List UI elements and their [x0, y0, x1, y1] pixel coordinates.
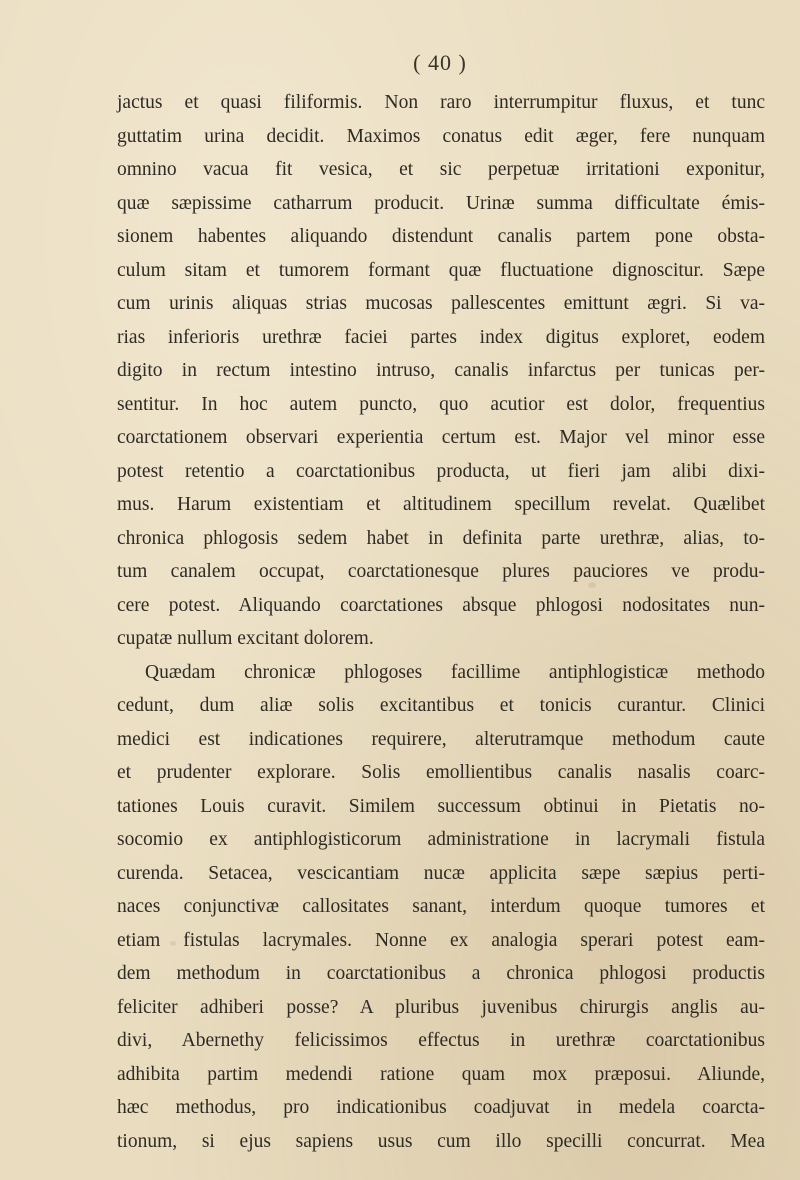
- text-line: curenda. Setacea, vescicantiam nucæ applicita sæpe sæpius perti-: [117, 862, 765, 884]
- text-line: naces conjunctivæ callositates sanant, interdum quoque tumores et: [117, 896, 765, 917]
- text-line: medici est indicationes requirere, alterutramque methodum caute: [117, 728, 765, 750]
- text-line: cum urinis aliquas strias mucosas pallescentes emittunt ægri. Si va-: [117, 293, 765, 314]
- text-line: cedunt, dum aliæ solis excitantibus et tonicis curantur. Clinici: [117, 695, 765, 716]
- text-line: sionem habentes aliquando distendunt canalis partem pone obsta-: [117, 226, 765, 247]
- paragraph-end-line: cupatæ nullum excitant dolorem.: [117, 628, 374, 649]
- text-line: tum canalem occupat, coarctationesque plures pauciores ve produ-: [117, 561, 765, 582]
- text-line: et prudenter explorare. Solis emollientibus canalis nasalis coarc-: [117, 762, 765, 783]
- text-line: jactus et quasi filiformis. Non raro interrumpitur fluxus, et tunc: [117, 92, 765, 113]
- text-line: etiam fistulas lacrymales. Nonne ex analogia sperari potest eam-: [117, 929, 765, 951]
- text-line: mus. Harum existentiam et altitudinem specillum revelat. Quælibet: [117, 494, 765, 515]
- text-line: feliciter adhiberi posse? A pluribus juvenibus chirurgis anglis au-: [117, 996, 765, 1018]
- text-line: sentitur. In hoc autem puncto, quo acutior est dolor, frequentius: [117, 393, 765, 415]
- text-line: digito in rectum intestino intruso, canalis infarctus per tunicas per-: [117, 360, 765, 381]
- text-line: tionum, si ejus sapiens usus cum illo specilli concurrat. Mea: [117, 1130, 765, 1152]
- text-line: rias inferioris urethræ faciei partes index digitus exploret, eodem: [117, 326, 765, 348]
- text-line: dem methodum in coarctationibus a chronica phlogosi productis: [117, 963, 765, 984]
- body-text: [117, 86, 765, 1158]
- text-line: quæ sæpissime catharrum producit. Urinæ summa difficultate émis-: [117, 192, 765, 214]
- text-line: omnino vacua fit vesica, et sic perpetuæ irritationi exponitur,: [117, 159, 765, 180]
- text-line: coarctationem observari experientia certum est. Major vel minor esse: [117, 427, 765, 448]
- text-line: socomio ex antiphlogisticorum administratione in lacrymali fistula: [117, 829, 765, 850]
- page-number: ( 40 ): [413, 50, 467, 75]
- text-line: culum sitam et tumorem formant quæ fluctuatione dignoscitur. Sæpe: [117, 259, 765, 281]
- text-line: cere potest. Aliquando coarctationes absque phlogosi nodositates nun-: [117, 594, 765, 616]
- paragraph-start-line: Quædam chronicæ phlogoses facillime antiphlogisticæ methodo: [145, 661, 765, 683]
- text-line: potest retentio a coarctationibus producta, ut fieri jam alibi dixi-: [117, 460, 765, 482]
- text-line: tationes Louis curavit. Similem successum obtinui in Pietatis no-: [117, 795, 765, 817]
- text-line: adhibita partim medendi ratione quam mox præposui. Aliunde,: [117, 1063, 765, 1085]
- text-line: chronica phlogosis sedem habet in definita parte urethræ, alias, to-: [117, 527, 765, 549]
- text-line: hæc methodus, pro indicationibus coadjuvat in medela coarcta-: [117, 1097, 765, 1118]
- text-line: guttatim urina decidit. Maximos conatus edit æger, fere nunquam: [117, 125, 765, 147]
- text-line: divi, Abernethy felicissimos effectus in urethræ coarctationibus: [117, 1030, 765, 1051]
